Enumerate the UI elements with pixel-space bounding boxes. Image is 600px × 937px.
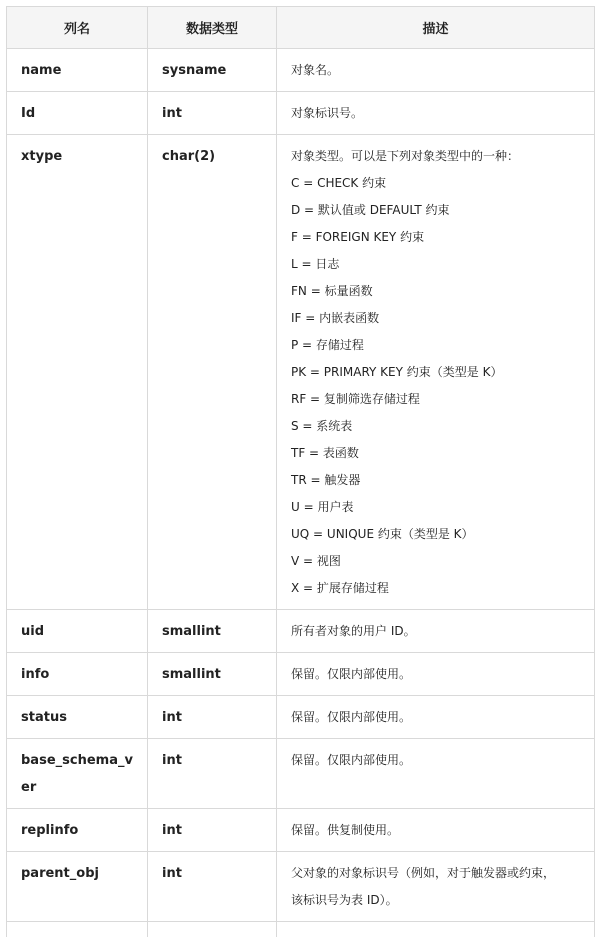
header-row (7, 7, 595, 49)
column-name: status (21, 710, 67, 725)
table-row (7, 696, 595, 739)
table-row (7, 852, 595, 922)
description-line: 对象名。 (291, 63, 340, 77)
table-row (7, 49, 595, 92)
table-row (7, 653, 595, 696)
description-line: 保留。供复制使用。 (291, 823, 400, 837)
data-type-cell (148, 922, 277, 937)
description-cell (277, 653, 595, 696)
header-description: 描述 (277, 7, 595, 49)
table-row (7, 135, 595, 610)
description-line: S = 系统表 (291, 419, 353, 433)
column-name-cell (7, 852, 148, 922)
column-name: Id (21, 106, 36, 121)
header-data-type: 数据类型 (148, 7, 277, 49)
description-line: C = CHECK 约束 (291, 176, 387, 190)
description-line: TF = 表函数 (291, 446, 359, 460)
table-row (7, 739, 595, 809)
description-line: FN = 标量函数 (291, 284, 373, 298)
description-line: UQ = UNIQUE 约束（类型是 K） (291, 527, 474, 541)
description-line: IF = 内嵌表函数 (291, 311, 380, 325)
description-line: X = 扩展存储过程 (291, 581, 389, 595)
data-type-cell: int (148, 809, 277, 852)
description-cell (277, 49, 595, 92)
column-name-cell (7, 610, 148, 653)
column-name-cell (7, 92, 148, 135)
data-type-cell: int (148, 739, 277, 809)
table-row (7, 610, 595, 653)
data-type-cell: smallint (148, 653, 277, 696)
data-type-cell: int (148, 852, 277, 922)
description-line: 保留。仅限内部使用。 (291, 753, 412, 767)
description-cell (277, 739, 595, 809)
description-line: TR = 触发器 (291, 473, 361, 487)
description-line: L = 日志 (291, 257, 340, 271)
data-type-cell: smallint (148, 610, 277, 653)
data-type-cell: sysname (148, 49, 277, 92)
description-cell (277, 852, 595, 922)
description-line: F = FOREIGN KEY 约束 (291, 230, 425, 244)
data-type-cell: char(2) (148, 135, 277, 610)
description-line: PK = PRIMARY KEY 约束（类型是 K） (291, 365, 503, 379)
description-line: RF = 复制筛选存储过程 (291, 392, 420, 406)
description-cell (277, 92, 595, 135)
description-cell (277, 610, 595, 653)
column-name: uid (21, 624, 45, 639)
column-name-cell (7, 653, 148, 696)
description-line: 对象标识号。 (291, 106, 364, 120)
column-name-cell (7, 739, 148, 809)
column-name-cell (7, 135, 148, 610)
description-line: D = 默认值或 DEFAULT 约束 (291, 203, 450, 217)
column-name: replinfo (21, 823, 79, 838)
column-name-cell (7, 49, 148, 92)
columns-table (6, 6, 595, 937)
column-name: info (21, 667, 50, 682)
column-name: base_schema_ver (21, 753, 133, 795)
header-column-name: 列名 (7, 7, 148, 49)
table-row (7, 809, 595, 852)
description-line: P = 存储过程 (291, 338, 364, 352)
table-row (7, 92, 595, 135)
description-line: 保留。仅限内部使用。 (291, 667, 412, 681)
column-name: name (21, 63, 62, 78)
column-name-cell (7, 809, 148, 852)
description-line: 对象类型。可以是下列对象类型中的一种： (291, 149, 520, 163)
description-line: V = 视图 (291, 554, 341, 568)
table-row (7, 922, 595, 937)
data-type-cell: int (148, 696, 277, 739)
data-type-cell: int (148, 92, 277, 135)
description-cell (277, 809, 595, 852)
description-line: 所有者对象的用户 ID。 (291, 624, 416, 638)
description-cell (277, 135, 595, 610)
description-line: 该标识号为表 ID）。 (291, 893, 398, 907)
description-cell (277, 696, 595, 739)
column-name-cell (7, 696, 148, 739)
description-line: U = 用户表 (291, 500, 354, 514)
description-line: 保留。仅限内部使用。 (291, 710, 412, 724)
column-name: parent_obj (21, 866, 99, 881)
column-name: xtype (21, 149, 63, 164)
description-line: 父对象的对象标识号（例如，对于触发器或约束， (291, 866, 556, 880)
column-name-cell (7, 922, 148, 937)
description-cell (277, 922, 595, 937)
